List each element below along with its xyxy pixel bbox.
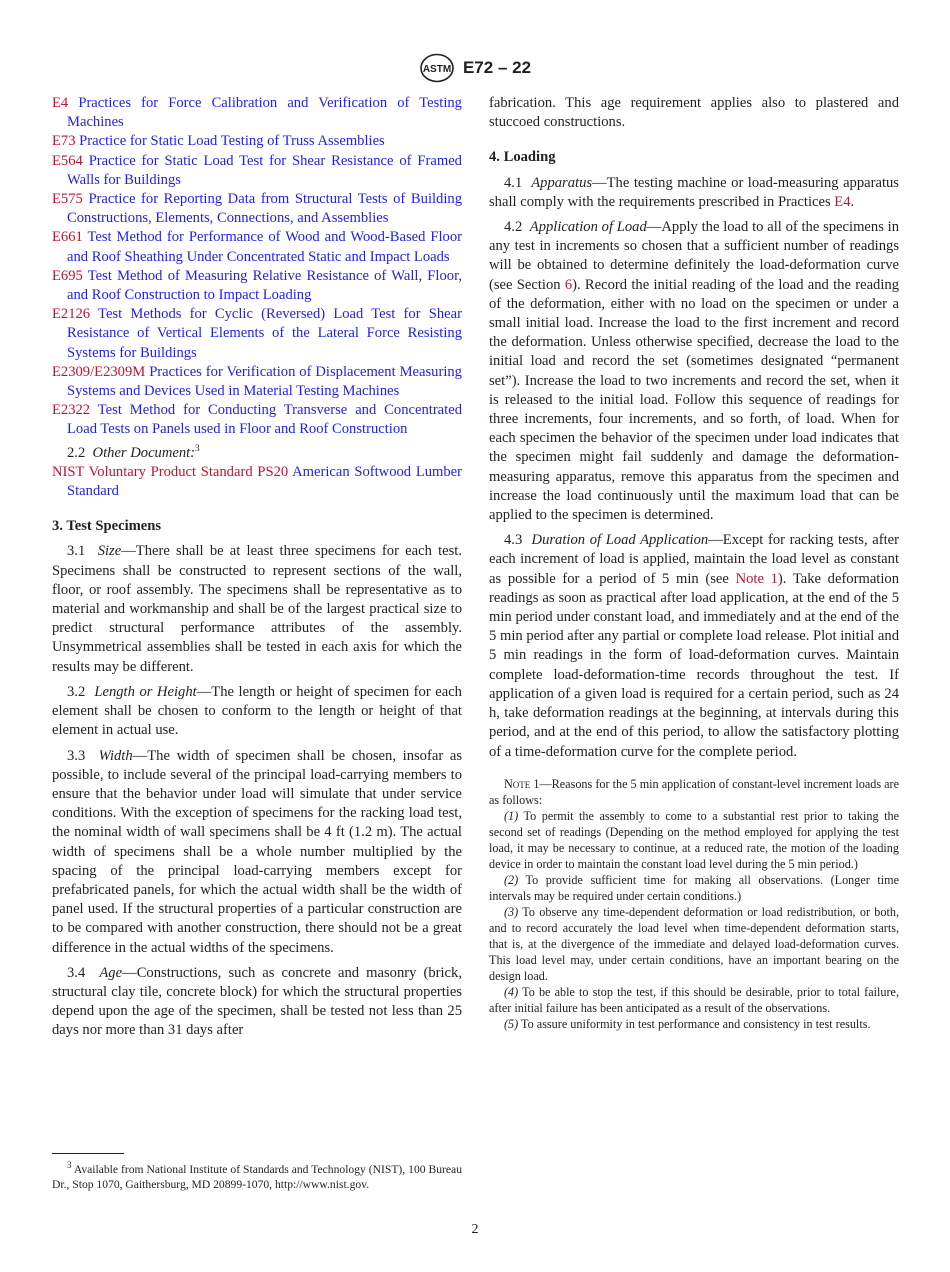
paragraph-3-1: 3.1 Size—There shall be at least three specimens for each test. Specimens shall be constructed to represent sections of the wall, floor, or roof assembly. The specimens shall be representative as to material and workmanship and shall be of the largest practical size to predict structural performance attributes of the assembly. Unsymmetrical assemblies shall be tested in each axis for which the results may be different. bbox=[52, 543, 463, 675]
reference-title[interactable]: Practices for Verification of Displacement Measuring Systems and Devices Used in Material Testing Machines bbox=[67, 363, 462, 400]
reference-title[interactable]: Practice for Static Load Testing of Truss Assemblies bbox=[79, 133, 385, 150]
reference-title[interactable]: Test Method of Measuring Relative Resistance of Wall, Floor, and Roof Construction to Impact Loading bbox=[67, 267, 462, 304]
section-3-title: 3. Test Specimens bbox=[52, 518, 162, 535]
reference-code[interactable]: E564 bbox=[52, 152, 83, 169]
note-item: (5) To assure uniformity in test performance and consistency in test results. bbox=[504, 1016, 871, 1031]
reference-list bbox=[52, 94, 462, 440]
reference-item[interactable] bbox=[52, 152, 462, 190]
paragraph-3-3: 3.3 Width—The width of specimen shall be chosen, insofar as possible, to include several of the principal load-carrying members to ensure that the behavior under load will simulate that under service conditions. With the exception of specimens for the racking load test, the nominal width of wall specimens shall be 4 ft (1.2 m). The actual width of specimens shall be a whole number multiplied by the spacing of the principal load-carrying members except for prefabricated panels, for which the actual width shall be the width of panel used. If the structural properties of a particular construction are to be compared with another construction, there should not be a great difference in the actual widths of the specimens. bbox=[52, 747, 463, 956]
standard-designation: E72 – 22 bbox=[462, 58, 532, 77]
reference-code[interactable]: E2126 bbox=[52, 306, 91, 323]
left-column bbox=[52, 94, 462, 1041]
right-column bbox=[489, 94, 899, 1032]
reference-code[interactable]: E4 bbox=[52, 95, 69, 111]
astm-logo-icon bbox=[419, 53, 455, 83]
note-item: (1) To permit the assembly to come to a substantial rest prior to taking the second set of readings (Depending on the method employed for applying the test load, it may be necessary to continue, at a reduced rate, the motion of the loading device in order to maintain the constant load level during the 5 min period.) bbox=[489, 808, 899, 871]
paragraph-4-2: 4.2 Application of Load—Apply the load to all of the specimens in any test in increments so chosen that a sufficient number of readings will be obtained to determine definitely the load-deformation curve (see Section 6). Record the initial reading of the load and the reading of the deformation, either with no load on the specimen or under a small initial load. Increase the load to the first increment and record the deformation. Unless otherwise specified, decrease the load to the initial load and record the set (sometimes designated “permanent set”). Increase the load to two increments and record the set, when it is released to the initial load. Follow this sequence of readings for three increments, four increments, and so forth, of load. When for each specimen the behavior of the specimen under load indicates that the specimen might fail suddenly and damage the deformation-measuring apparatus, remove this apparatus from the specimen and increase the load continuously until the maximum load that can be applied to the specimen is determined. bbox=[489, 219, 899, 524]
e4-link[interactable]: E4 bbox=[834, 193, 851, 210]
note-item: (3) To observe any time-dependent deformation or load redistribution, or both, and to record accurately the load level when time-dependent deformation starts, that is, at the divergence of the immediate and delayed load-deformation curves. This load level may, under certain conditions, have an important bearing on the design load. bbox=[489, 904, 899, 983]
note-item: (4) To be able to stop the test, if this should be desirable, prior to total failure, after initial failure has been anticipated as a result of the observations. bbox=[489, 984, 899, 1015]
footnote-3: $^3$ Available from National Institute of Standards and Technology (NIST), 100 Bureau Dr., Stop 1070, Gaithersburg, MD 20899-1070, http://www.nist.gov. bbox=[52, 1160, 462, 1191]
reference-title[interactable]: Practices for Force Calibration and Verification of Testing Machines bbox=[67, 95, 462, 131]
reference-item[interactable] bbox=[52, 228, 462, 266]
paragraph-3-2: 3.2 Length or Height—The length or height of specimen for each element shall be chosen to conform to the length or height of that element in actual use. bbox=[52, 683, 462, 739]
note-items bbox=[489, 808, 899, 1032]
reference-code[interactable]: E2322 bbox=[52, 402, 91, 419]
footnote-rule bbox=[52, 1153, 124, 1154]
reference-title[interactable]: Practice for Static Load Test for Shear Resistance of Framed Walls for Buildings bbox=[67, 152, 462, 188]
continued-text: fabrication. This age requirement applies also to plastered and stuccoed constructions. bbox=[489, 95, 899, 131]
note-item: (2) To provide sufficient time for making all observations. (Longer time intervals may be required under certain conditions.) bbox=[489, 872, 899, 903]
other-document-heading: 2.2 Other Document:$^3$ bbox=[67, 442, 200, 461]
reference-code[interactable]: E73 bbox=[52, 133, 76, 150]
reference-item[interactable] bbox=[52, 190, 462, 228]
paragraph-4-1: 4.1 Apparatus—The testing machine or load-measuring apparatus shall comply with the requirements prescribed in Practices E4. bbox=[489, 174, 899, 210]
reference-title[interactable]: Test Method for Conducting Transverse and Concentrated Load Tests on Panels used in Floor and Roof Construction bbox=[67, 402, 462, 438]
reference-code[interactable]: E661 bbox=[52, 229, 83, 246]
section-4-title: 4. Loading bbox=[489, 149, 556, 166]
reference-item[interactable] bbox=[52, 267, 462, 305]
reference-code[interactable]: E575 bbox=[52, 191, 83, 208]
reference-item[interactable] bbox=[52, 305, 462, 363]
reference-title[interactable]: Test Methods for Cyclic (Reversed) Load Test for Shear Resistance of Vertical Elements of the Lateral Force Resisting Systems for Buildings bbox=[67, 306, 462, 361]
reference-item[interactable] bbox=[52, 363, 462, 401]
reference-item[interactable] bbox=[52, 132, 462, 151]
page-number: 2 bbox=[471, 1222, 479, 1237]
note-1-link[interactable]: Note 1 bbox=[735, 570, 778, 587]
reference-code[interactable]: E695 bbox=[52, 267, 83, 284]
section-6-link[interactable]: 6 bbox=[564, 276, 573, 293]
svg-text:ASTM: ASTM bbox=[422, 64, 452, 75]
paragraph-4-3: 4.3 Duration of Load Application—Except for racking tests, after each increment of load is applied, maintain the load level as constant as possible for a period of 5 min (see Note 1). Take deformation readings as soon as practical after load application, at the end of the 5 min period under constant load, and immediately and at the end of the 5 min period after any partial or complete load release. Plot initial and 5 min readings in the form of load-deformation curves. Maintain complete load-deformation-time records throughout the test. If application of a given load is required for a certain period, such as 24 h, take deformation readings at the beginning, at intervals during this period, and at the end of this period, to allow the satisfactory plotting of a time-deformation curve for the complete period. bbox=[489, 532, 900, 760]
paragraph-3-4: 3.4 Age—Constructions, such as concrete and masonry (brick, structural clay tile, concrete block) for which the structural properties depend upon the age of the specimen, shall be tested not less than 25 days nor more than 31 days after bbox=[52, 964, 462, 1039]
reference-item[interactable] bbox=[52, 94, 462, 132]
reference-item[interactable] bbox=[52, 401, 462, 439]
reference-code[interactable]: E2309/E2309M bbox=[52, 363, 146, 380]
page-header bbox=[0, 53, 950, 83]
reference-title[interactable]: Test Method for Performance of Wood and Wood-Based Floor and Roof Sheathing Under Concentrated Static and Impact Loads bbox=[67, 229, 462, 265]
nist-reference[interactable]: NIST Voluntary Product Standard PS20 American Softwood Lumber Standard bbox=[52, 463, 463, 500]
reference-title[interactable]: Practice for Reporting Data from Structural Tests of Building Constructions, Elements, Connections, and Assemblies bbox=[67, 191, 462, 227]
note-1: Note 1—Reasons for the 5 min application of constant-level increment loads are as follows: (1) To permit the assembly to come to a substantial rest prior to taking the second set of readings (Depending on the method employed for applying the test load, it may be necessary to continue, at a reduced rate, the motion of the loading device in order to maintain the constant load level during the 5 min period.) (2) To provide sufficient time for making all observations. (Longer time intervals may be required under certain conditions.) (3) To observe any time-dependent deformation or load redistribution, or both, and to record accurately the load level when time-dependent deformation starts, that is, at the divergence of the immediate and delayed load-deformation curves. This load level may, under certain conditions, have an important bearing on the design load. (4) To be able to stop the test, if this should be desirable, prior to total failure, after initial failure has been anticipated as a result of the observations. (5) To assure uniformity in test performance and consistency in test results. bbox=[489, 776, 899, 1031]
